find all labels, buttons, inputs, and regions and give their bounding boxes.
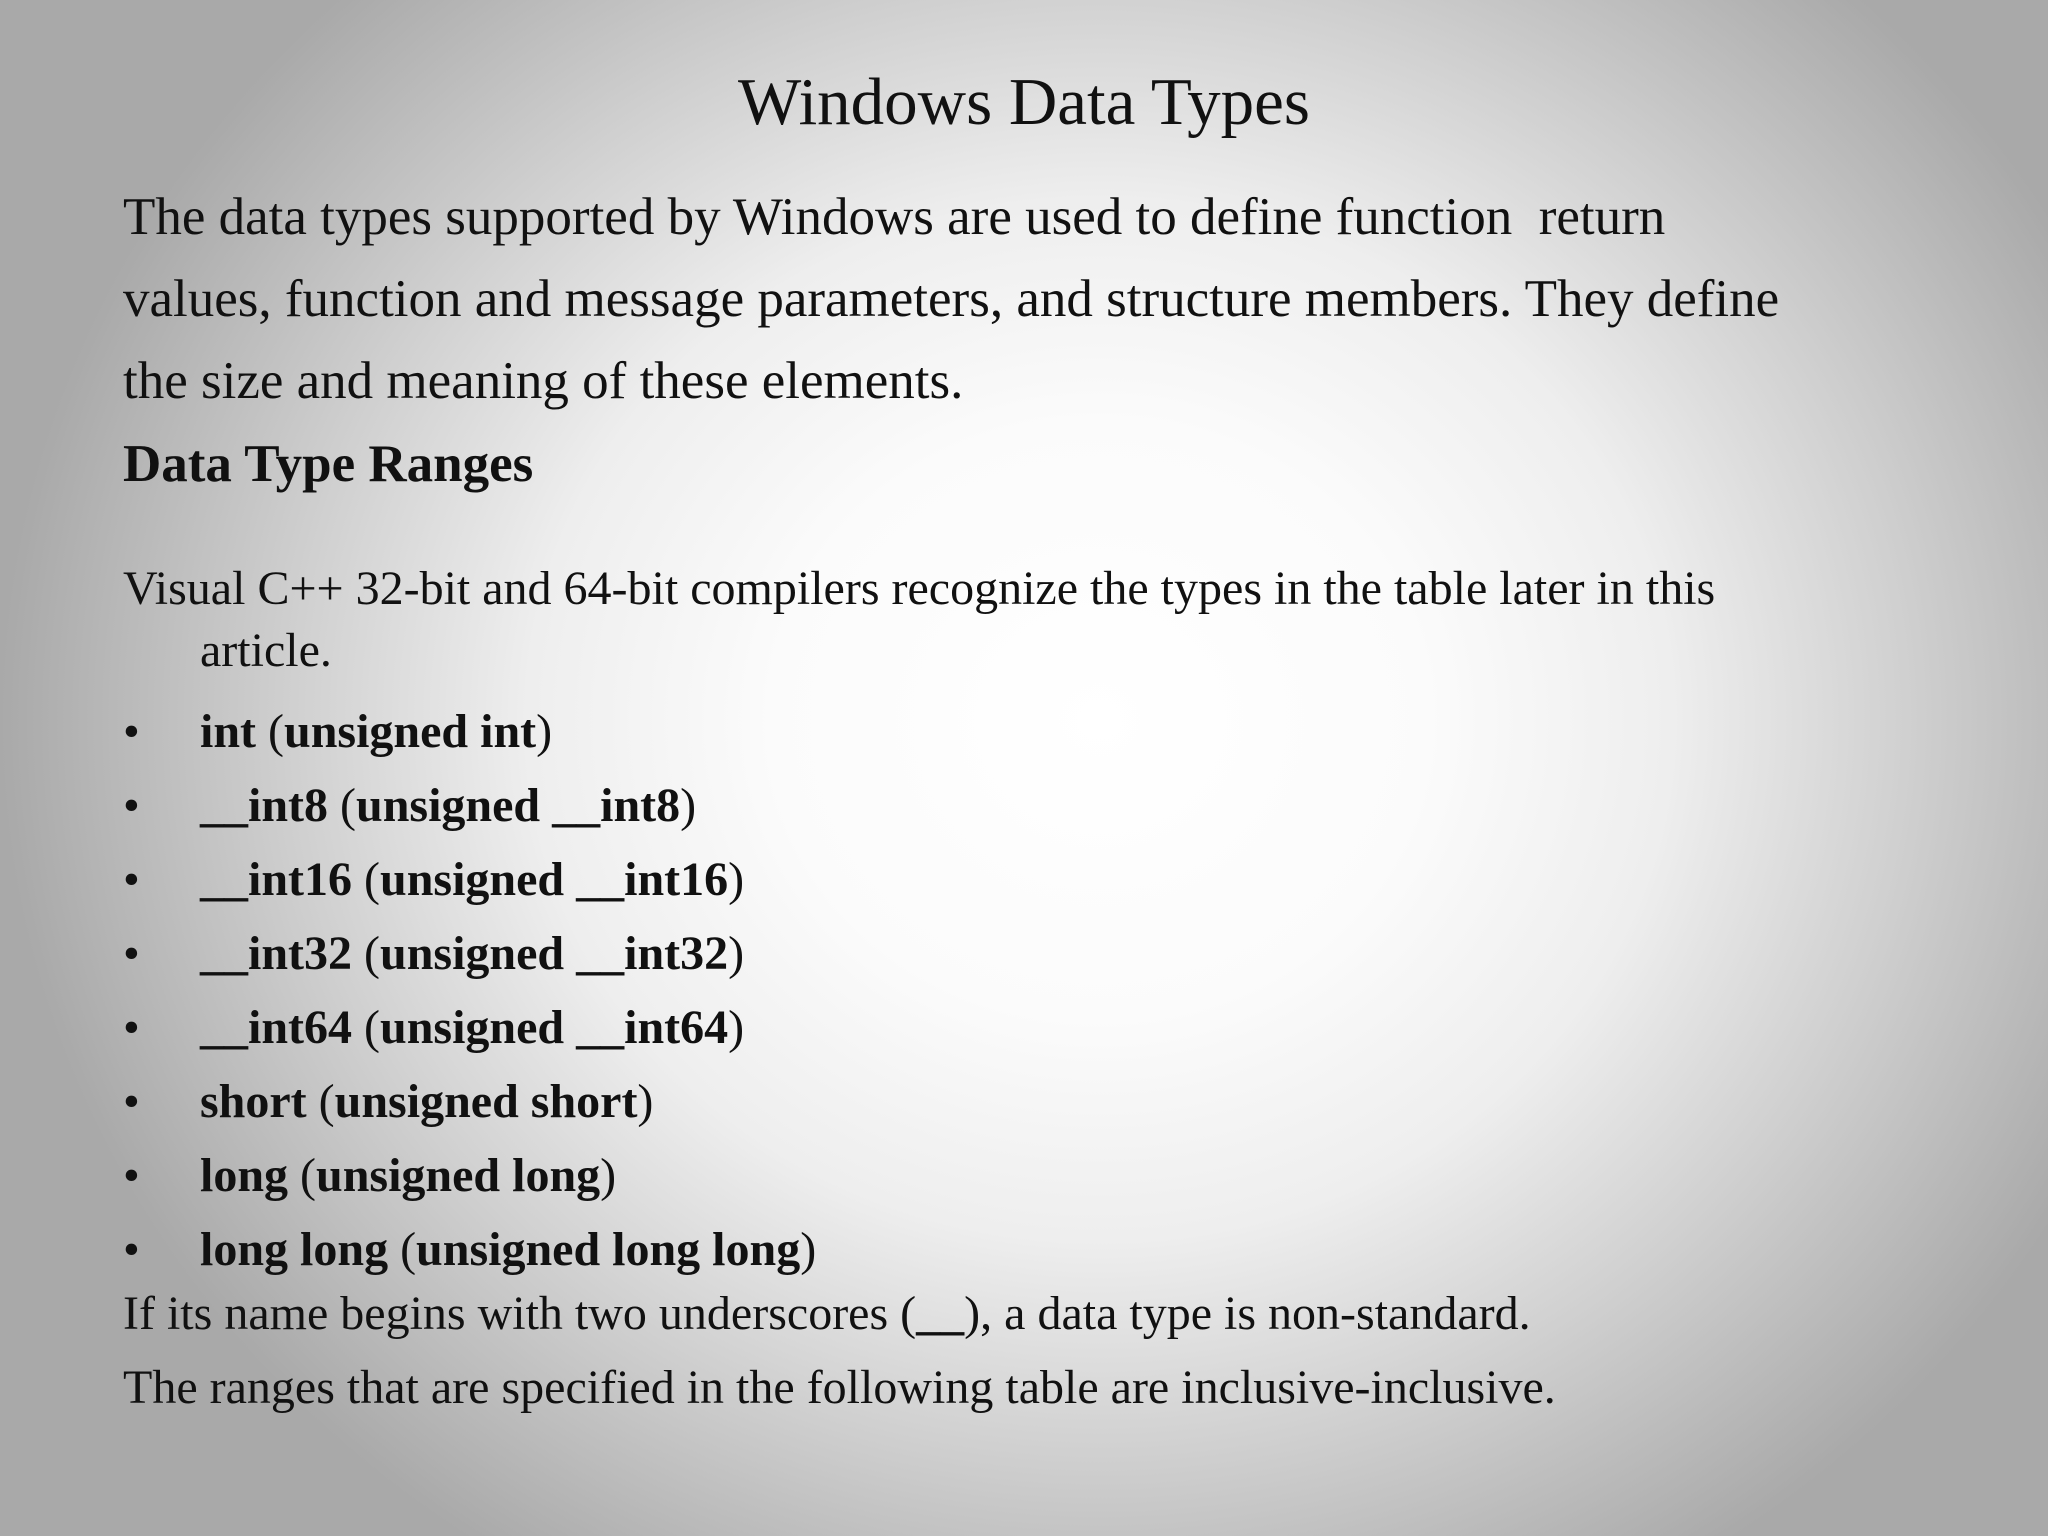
bullet-icon: • <box>123 1223 140 1276</box>
list-item <box>123 695 816 769</box>
paren-close: ) <box>680 779 697 832</box>
unsigned-type: unsigned long long <box>416 1223 801 1276</box>
compilers-paragraph <box>123 558 1715 682</box>
bullet-icon: • <box>123 779 140 832</box>
paren-close: ) <box>728 853 745 906</box>
paren-close: ) <box>600 1149 617 1202</box>
signed-type: __int8 <box>200 779 329 832</box>
paren-close: ) <box>637 1075 654 1128</box>
signed-type: long <box>200 1149 289 1202</box>
list-item <box>123 1139 816 1213</box>
note-text: If its name begins with two underscores ( <box>123 1287 917 1340</box>
unsigned-type: unsigned int <box>284 705 537 758</box>
underscore-note <box>123 1277 1531 1351</box>
paren-open: ( <box>388 1223 417 1276</box>
paren-close: ) <box>728 1001 745 1054</box>
intro-line: The data types supported by Windows are used to define function return <box>123 188 1666 246</box>
intro-line: the size and meaning of these elements. <box>123 352 964 410</box>
unsigned-type: unsigned __int8 <box>356 779 681 832</box>
list-item <box>123 1065 816 1139</box>
paren-open: ( <box>352 1001 380 1054</box>
section-heading: Data Type Ranges <box>123 435 534 493</box>
paren-open: ( <box>256 705 284 758</box>
signed-type: __int16 <box>200 853 353 906</box>
paren-open: ( <box>306 1075 335 1128</box>
list-item <box>123 843 816 917</box>
compilers-line: Visual C++ 32-bit and 64-bit compilers recognize the types in the table later in this <box>123 562 1716 615</box>
compilers-line: article. <box>200 624 332 677</box>
paren-open: ( <box>328 779 356 832</box>
paren-open: ( <box>288 1149 317 1202</box>
paren-open: ( <box>352 853 380 906</box>
paren-open: ( <box>352 927 380 980</box>
ranges-note: The ranges that are specified in the following table are inclusive-inclusive. <box>123 1361 1556 1414</box>
unsigned-type: unsigned short <box>334 1075 638 1128</box>
signed-type: int <box>200 705 257 758</box>
type-list <box>123 695 816 1287</box>
paren-close: ) <box>536 705 553 758</box>
signed-type: __int64 <box>200 1001 353 1054</box>
list-item <box>123 991 816 1065</box>
bullet-icon: • <box>123 1149 140 1202</box>
signed-type: __int32 <box>200 927 353 980</box>
intro-line: values, function and message parameters, and structure members. They define <box>123 270 1780 328</box>
signed-type: long long <box>200 1223 389 1276</box>
slide-title: Windows Data Types <box>738 65 1310 139</box>
bullet-icon: • <box>123 705 140 758</box>
paren-close: ) <box>800 1223 817 1276</box>
list-item <box>123 917 816 991</box>
bullet-icon: • <box>123 1075 140 1128</box>
list-item <box>123 1213 816 1287</box>
bullet-icon: • <box>123 1001 140 1054</box>
unsigned-type: unsigned __int16 <box>380 853 729 906</box>
unsigned-type: unsigned __int64 <box>380 1001 729 1054</box>
bullet-icon: • <box>123 853 140 906</box>
unsigned-type: unsigned long <box>316 1149 601 1202</box>
intro-paragraph <box>123 176 1923 422</box>
unsigned-type: unsigned __int32 <box>380 927 729 980</box>
bullet-icon: • <box>123 927 140 980</box>
note-text: ), a data type is non-standard. <box>964 1287 1531 1340</box>
paren-close: ) <box>728 927 745 980</box>
list-item <box>123 769 816 843</box>
signed-type: short <box>200 1075 307 1128</box>
underscore-marker: __ <box>916 1287 965 1340</box>
